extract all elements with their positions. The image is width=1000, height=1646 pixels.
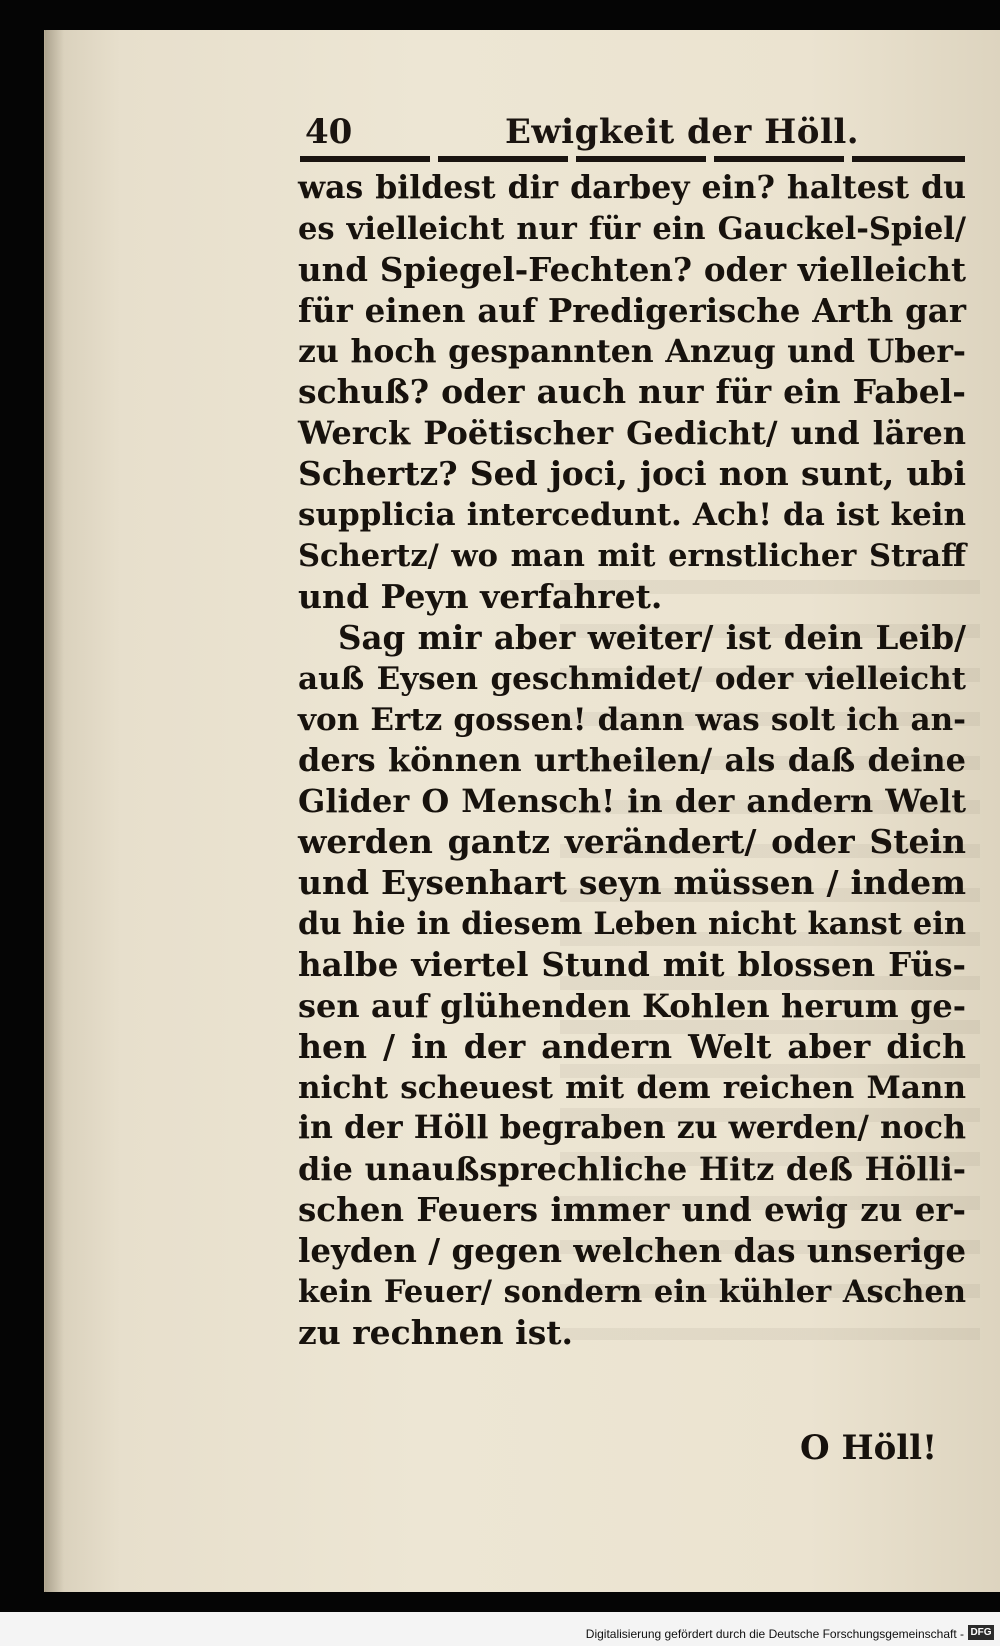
text-line: zu hoch gespannten Anzug und Uber-: [298, 332, 966, 370]
text-line: und Eysenhart seyn müssen / indem: [298, 863, 966, 903]
dfg-logo: DFG: [968, 1625, 994, 1640]
page-header: [305, 112, 965, 152]
header-rule: [300, 156, 965, 162]
page-number: 40: [305, 112, 353, 152]
text-line: Glider O Mensch! in der andern Welt: [298, 782, 966, 821]
text-line: du hie in diesem Leben nicht kanst ein: [298, 906, 966, 943]
funding-notice: Digitalisierung gefördert durch die Deutsche Forschungsgemeinschaft -: [585, 1627, 964, 1641]
text-line: und Spiegel-Fechten? oder vielleicht: [298, 249, 966, 289]
text-line: halbe viertel Stund mit blossen Füs-: [298, 944, 966, 984]
text-line: ders können urtheilen/ als daß deine: [298, 741, 966, 780]
text-line: Werck Poëtischer Gedicht/ und lären: [298, 414, 966, 453]
text-line: schen Feuers immer und ewig zu er-: [298, 1190, 966, 1230]
text-line: supplicia intercedunt. Ach! da ist kein: [298, 497, 966, 534]
text-line: Schertz/ wo man mit ernstlicher Straff: [298, 538, 966, 575]
text-line: leyden / gegen welchen das unserige: [298, 1231, 966, 1271]
text-line: es vielleicht nur für ein Gauckel-Spiel/: [298, 210, 966, 247]
catchword: O Höll!: [800, 1428, 938, 1468]
text-line: und Peyn verfahret.: [298, 576, 663, 616]
text-line: schuß? oder auch nur für ein Fabel-: [298, 372, 966, 412]
page-gutter-shadow: [44, 30, 64, 1592]
text-line: was bildest dir darbey ein? haltest du: [298, 169, 966, 206]
text-line: zu rechnen ist.: [298, 1312, 574, 1352]
text-line: die unaußsprechliche Hitz deß Hölli-: [298, 1150, 966, 1189]
text-line: kein Feuer/ sondern ein kühler Aschen: [298, 1274, 966, 1311]
page-edge: [44, 30, 45, 1592]
text-line: nicht scheuest mit dem reichen Mann: [298, 1069, 966, 1106]
text-line: hen / in der andern Welt aber dich: [298, 1026, 966, 1066]
text-line: auß Eysen geschmidet/ oder vielleicht: [298, 660, 966, 697]
running-title: Ewigkeit der Höll.: [505, 112, 860, 152]
text-line: Schertz? Sed joci, joci non sunt, ubi: [298, 454, 966, 494]
body-text: [298, 168, 966, 1354]
text-line: Sag mir aber weiter/ ist dein Leib/: [338, 617, 966, 657]
text-line: sen auf glühenden Kohlen herum ge-: [298, 986, 966, 1025]
text-line: werden gantz verändert/ oder Stein: [298, 822, 966, 862]
text-line: von Ertz gossen! dann was solt ich an-: [298, 701, 966, 738]
text-line: für einen auf Predigerische Arth gar: [298, 290, 966, 330]
text-line: in der Höll begraben zu werden/ noch: [298, 1109, 966, 1147]
